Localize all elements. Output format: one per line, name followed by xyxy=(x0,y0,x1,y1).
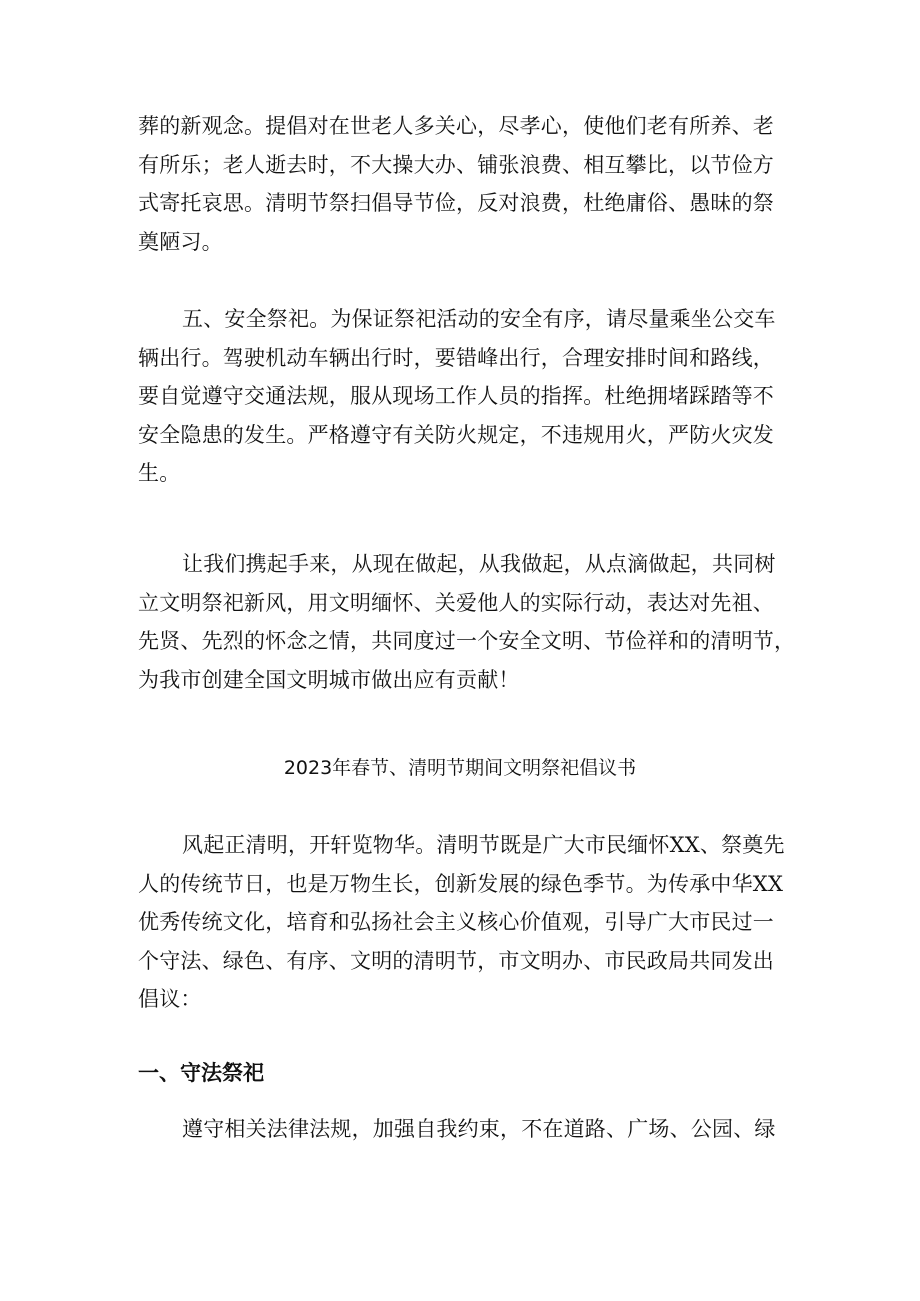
text-line: 奠陋习。 xyxy=(138,229,223,254)
text-line: 为我市创建全国文明城市做出应有贡献！ xyxy=(138,667,520,692)
text-line: 辆出行。驾驶机动车辆出行时，要错峰出行，合理安排时间和路线， xyxy=(138,345,774,370)
paragraph-safe-worship xyxy=(138,300,798,493)
text-line: 葬的新观念。提倡对在世老人多关心，尽孝心，使他们老有所养、老 xyxy=(138,114,774,138)
paragraph-funeral-customs xyxy=(138,107,798,261)
text-line: 立文明祭祀新风，用文明缅怀、关爱他人的实际行动，表达对先祖、 xyxy=(138,590,774,615)
text-line: 让我们携起手来，从现在做起，从我做起，从点滴做起，共同树 xyxy=(182,552,776,576)
document-title: 2023年春节、清明节期间文明祭祀倡议书 xyxy=(283,757,637,779)
text-line: 遵守相关法律法规，加强自我约束，不在道路、广场、公园、绿 xyxy=(182,1117,776,1141)
text-line: 倡议： xyxy=(138,987,202,1011)
text-line: 式寄托哀思。清明节祭扫倡导节俭，反对浪费，杜绝庸俗、愚昧的祭 xyxy=(138,191,774,215)
text-line: 有所乐；老人逝去时，不大操大办、铺张浪费、相互攀比，以节俭方 xyxy=(138,152,774,177)
paragraph-call-to-action xyxy=(138,545,798,699)
text-line: 优秀传统文化，培育和弘扬社会主义核心价值观，引导广大市民过一 xyxy=(138,910,774,934)
text-line: 风起正清明，开轩览物华。清明节既是广大市民缅怀XX、祭奠先 xyxy=(182,833,785,857)
section-heading: 一、守法祭祀 xyxy=(138,1060,264,1085)
paragraph-law-abiding xyxy=(138,1110,798,1149)
text-line: 五、安全祭祀。为保证祭祀活动的安全有序，请尽量乘坐公交车 xyxy=(182,307,776,331)
text-line: 个守法、绿色、有序、文明的清明节，市文明办、市民政局共同发出 xyxy=(138,948,774,973)
text-line: 生。 xyxy=(138,461,181,485)
text-line: 要自觉遵守交通法规，服从现场工作人员的指挥。杜绝拥堵踩踏等不 xyxy=(138,384,774,408)
text-line: 人的传统节日，也是万物生长，创新发展的绿色季节。为传承中华XX xyxy=(138,871,784,896)
text-line: 先贤、先烈的怀念之情，共同度过一个安全文明、节俭祥和的清明节， xyxy=(138,629,796,653)
text-line: 安全隐患的发生。严格遵守有关防火规定，不违规用火，严防火灾发 xyxy=(138,422,774,447)
paragraph-intro xyxy=(138,826,798,1019)
